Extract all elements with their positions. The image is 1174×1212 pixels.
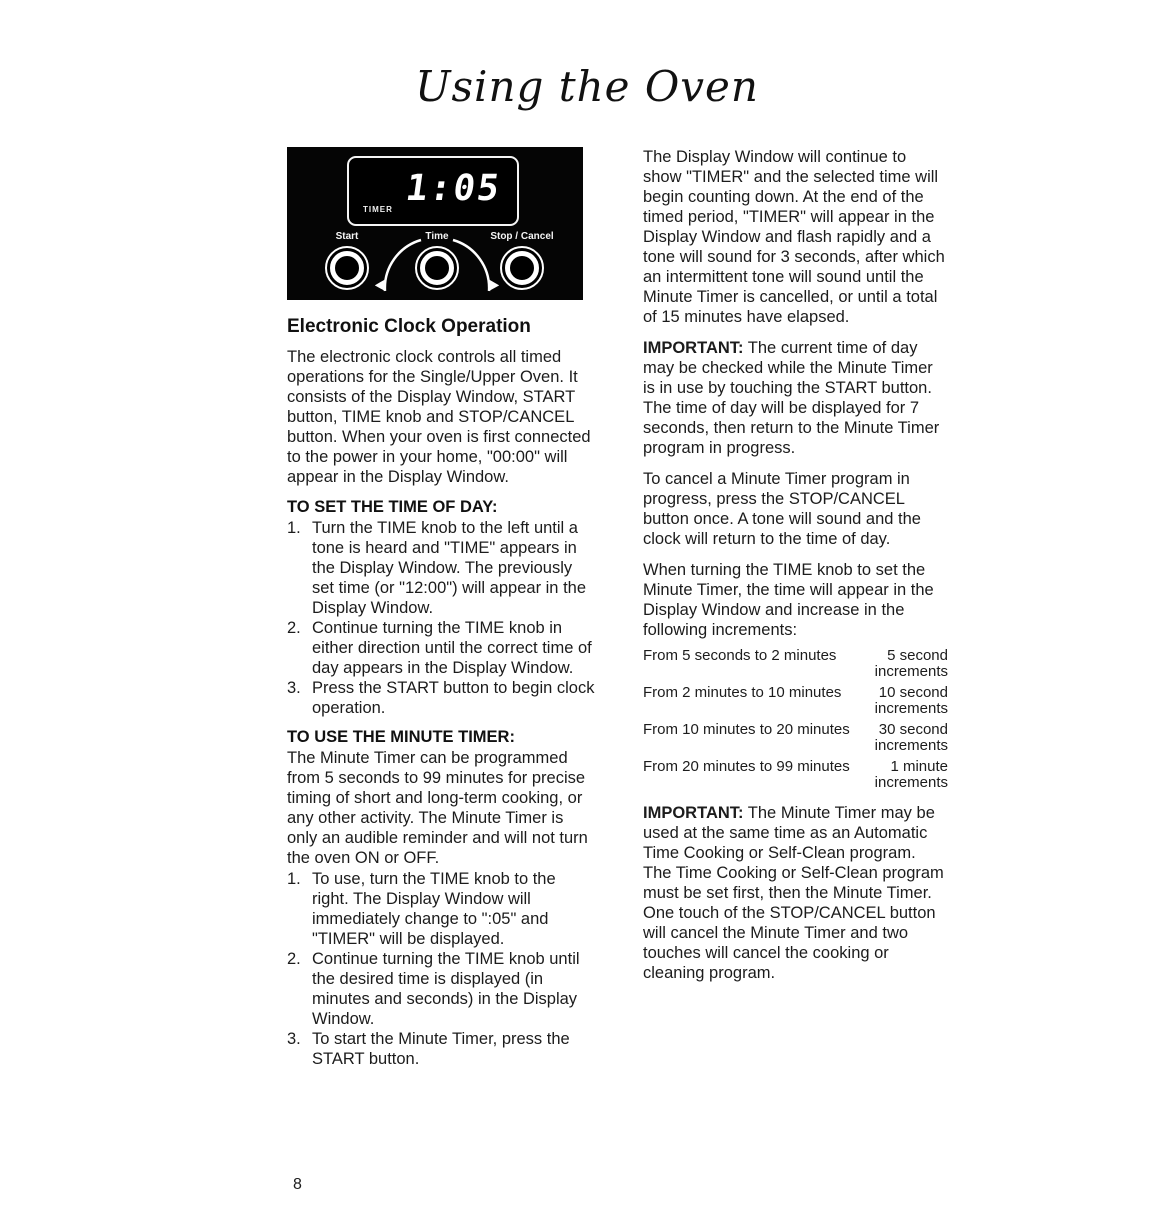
table-row — [643, 722, 948, 754]
increment-unit: increments — [874, 700, 948, 717]
increment-unit: increments — [874, 663, 948, 680]
minute-timer-intro: The Minute Timer can be programmed from 5 seconds to 99 minutes for precise timing of short and long-term cooking, or any other activity. The Minute Timer is only an audible reminder and will not turn the oven ON or OFF. — [287, 749, 588, 867]
step-text: Press the START button to begin clock operation. — [312, 679, 595, 717]
step-number: 1. — [287, 870, 301, 888]
increment-amount: 10 second — [878, 684, 948, 701]
list-item — [287, 949, 595, 1029]
set-time-steps — [287, 518, 595, 718]
stop-cancel-knob-ring — [505, 251, 539, 285]
increment-range: From 20 minutes to 99 minutes — [643, 758, 850, 775]
increment-step — [875, 759, 948, 791]
step-text: Continue turning the TIME knob in either direction until the correct time of day appears in the Display Window. — [312, 619, 592, 677]
step-number: 3. — [287, 1030, 301, 1048]
timer-indicator-label: TIMER — [363, 205, 393, 214]
important-note-1 — [643, 338, 948, 458]
important-label: IMPORTANT: — [643, 804, 744, 822]
cancel-timer-paragraph: To cancel a Minute Timer program in progress, press the STOP/CANCEL button once. A tone will sound and the clock will return to the time of day. — [643, 470, 921, 548]
set-time-heading: TO SET THE TIME OF DAY: — [287, 498, 498, 516]
control-panel-image — [287, 147, 583, 300]
stop-cancel-knob — [500, 246, 544, 290]
important-text: The Minute Timer may be used at the same time as an Automatic Time Cooking or Self-Clean program. The Time Cooking or Self-Clean program must be set first, then the Minute Timer. One touch of the STOP/CANCEL button will cancel the Minute Timer and two touches will cancel the cooking or cleaning program. — [643, 804, 944, 982]
increment-unit: increments — [874, 774, 948, 791]
display-time-value: 1:05 — [403, 168, 504, 209]
increments-table — [643, 648, 948, 791]
table-row — [643, 759, 948, 791]
important-label: IMPORTANT: — [643, 339, 744, 357]
display-window — [347, 156, 519, 226]
list-item — [287, 869, 595, 949]
list-item — [287, 1029, 595, 1069]
increment-amount: 5 second — [887, 647, 948, 664]
increment-step — [875, 722, 948, 754]
stop-cancel-knob-label: Stop / Cancel — [490, 231, 554, 242]
increment-amount: 30 second — [878, 721, 948, 738]
increment-step — [875, 648, 948, 680]
time-knob-label: Time — [425, 231, 449, 242]
minute-timer-heading: TO USE THE MINUTE TIMER: — [287, 728, 515, 746]
left-column — [287, 147, 595, 1071]
step-text: To start the Minute Timer, press the START button. — [312, 1030, 570, 1068]
page-content — [287, 147, 948, 1071]
step-text: To use, turn the TIME knob to the right. The Display Window will immediately change to ":05" and "TIMER" will be displayed. — [312, 870, 556, 948]
list-item — [287, 618, 595, 678]
increment-range: From 2 minutes to 10 minutes — [643, 684, 842, 701]
minute-timer-steps — [287, 869, 595, 1069]
list-item — [287, 518, 595, 618]
start-knob-ring — [330, 251, 364, 285]
step-number: 3. — [287, 679, 301, 697]
time-knob-rotation-arrows — [375, 233, 499, 297]
important-text: The current time of day may be checked while the Minute Timer is in use by touching the START button. The time of day will be displayed for 7 seconds, then return to the Minute Timer program in progress. — [643, 339, 940, 457]
increment-amount: 1 minute — [890, 758, 948, 775]
step-text: Continue turning the TIME knob until the desired time is displayed (in minutes and seconds) in the Display Window. — [312, 950, 580, 1028]
step-number: 2. — [287, 950, 301, 968]
step-number: 2. — [287, 619, 301, 637]
right-column — [643, 147, 948, 1071]
clock-intro-paragraph: The electronic clock controls all timed operations for the Single/Upper Oven. It consists of the Display Window, START button, TIME knob and STOP/CANCEL button. When your oven is first connected to the power in your home, "00:00" will appear in the Display Window. — [287, 348, 591, 486]
page-title: Using the Oven — [415, 62, 759, 111]
step-text: Turn the TIME knob to the left until a tone is heard and "TIME" appears in the Display Window. The previously set time (or "12:00") will appear in the Display Window. — [312, 519, 587, 617]
increment-step — [875, 685, 948, 717]
important-note-2 — [643, 803, 948, 983]
section-heading: Electronic Clock Operation — [287, 316, 531, 337]
page-number: 8 — [293, 1176, 302, 1193]
increment-range: From 5 seconds to 2 minutes — [643, 647, 837, 664]
increment-unit: increments — [874, 737, 948, 754]
step-number: 1. — [287, 519, 301, 537]
start-knob-label: Start — [335, 231, 359, 242]
start-knob — [325, 246, 369, 290]
list-item — [287, 678, 595, 718]
increments-intro-paragraph: When turning the TIME knob to set the Minute Timer, the time will appear in the Display Window and increase in the following increments: — [643, 561, 934, 639]
increment-range: From 10 minutes to 20 minutes — [643, 721, 850, 738]
table-row — [643, 648, 948, 680]
timer-countdown-paragraph: The Display Window will continue to show "TIMER" and the selected time will begin counting down. At the end of the timed period, "TIMER" will appear in the Display Window and flash rapidly and a tone will sound for 3 seconds, after which an intermittent tone will sound until the Minute Timer is cancelled, or until a total of 15 minutes have elapsed. — [643, 148, 945, 326]
table-row — [643, 685, 948, 717]
